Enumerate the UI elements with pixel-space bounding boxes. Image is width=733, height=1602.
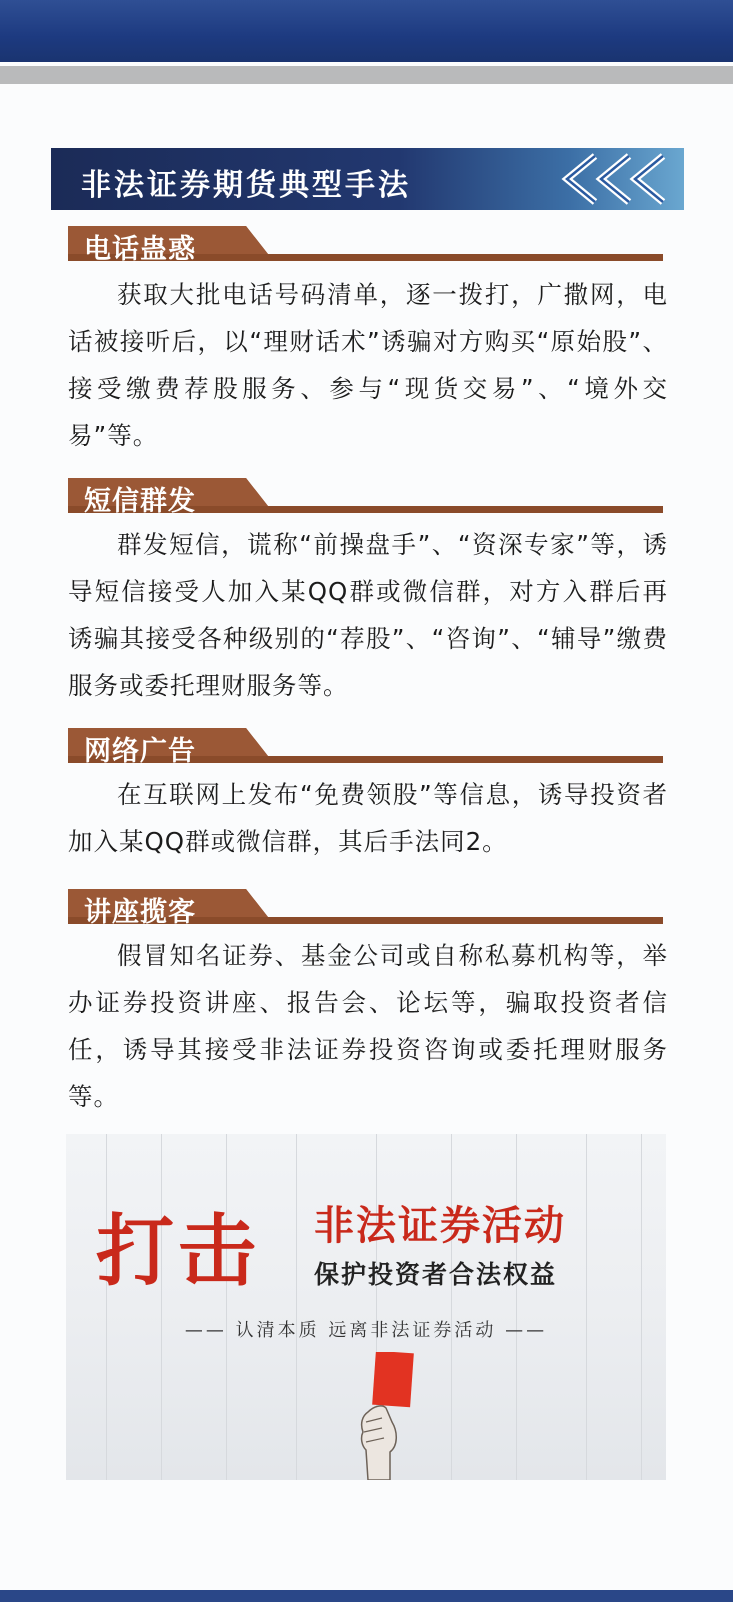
red-card-hand-icon	[348, 1352, 428, 1480]
promo-headline: 打击	[96, 1206, 261, 1297]
promo-banner	[66, 1134, 666, 1480]
page-title: 非法证券期货典型手法	[81, 168, 411, 203]
section-text-seminar: 假冒知名证券、基金公司或自称私募机构等，举办证券投资讲座、报告会、论坛等，骗取投资者信任，诱导其接受非法证券投资咨询或委托理财服务等。	[68, 941, 668, 1111]
section-header-phone	[68, 224, 663, 265]
top-blue-band	[0, 0, 733, 62]
bottom-blue-band	[0, 1590, 733, 1602]
promo-slogan-line1: 非法证券活动	[314, 1202, 566, 1249]
chevron-decor-icon	[547, 148, 684, 210]
section-header-seminar	[68, 887, 663, 928]
promo-slogan-line2: 保护投资者合法权益	[314, 1260, 558, 1289]
top-gray-stripe	[0, 66, 733, 84]
section-label: 电话蛊惑	[84, 234, 196, 265]
section-label: 短信群发	[84, 486, 196, 517]
section-header-web-ad	[68, 726, 663, 767]
section-label: 讲座揽客	[84, 897, 196, 928]
section-text-phone: 获取大批电话号码清单，逐一拨打，广撒网，电话被接听后，以“理财话术”诱骗对方购买“原始股”、接受缴费荐股服务、参与“现货交易”、“境外交易”等。	[68, 280, 668, 450]
promo-tagline: —— 认清本质 远离非法证券活动 ——	[184, 1320, 548, 1341]
section-header-sms	[68, 476, 663, 517]
section-label: 网络广告	[84, 736, 196, 767]
section-text-sms: 群发短信，谎称“前操盘手”、“资深专家”等，诱导短信接受人加入某QQ群或微信群，对方入群后再诱骗其接受各种级别的“荐股”、“咨询”、“辅导”缴费服务或委托理财服务等。	[68, 530, 668, 700]
section-text-web-ad: 在互联网上发布“免费领股”等信息，诱导投资者加入某QQ群或微信群，其后手法同2。	[68, 780, 668, 856]
main-header	[51, 148, 684, 210]
